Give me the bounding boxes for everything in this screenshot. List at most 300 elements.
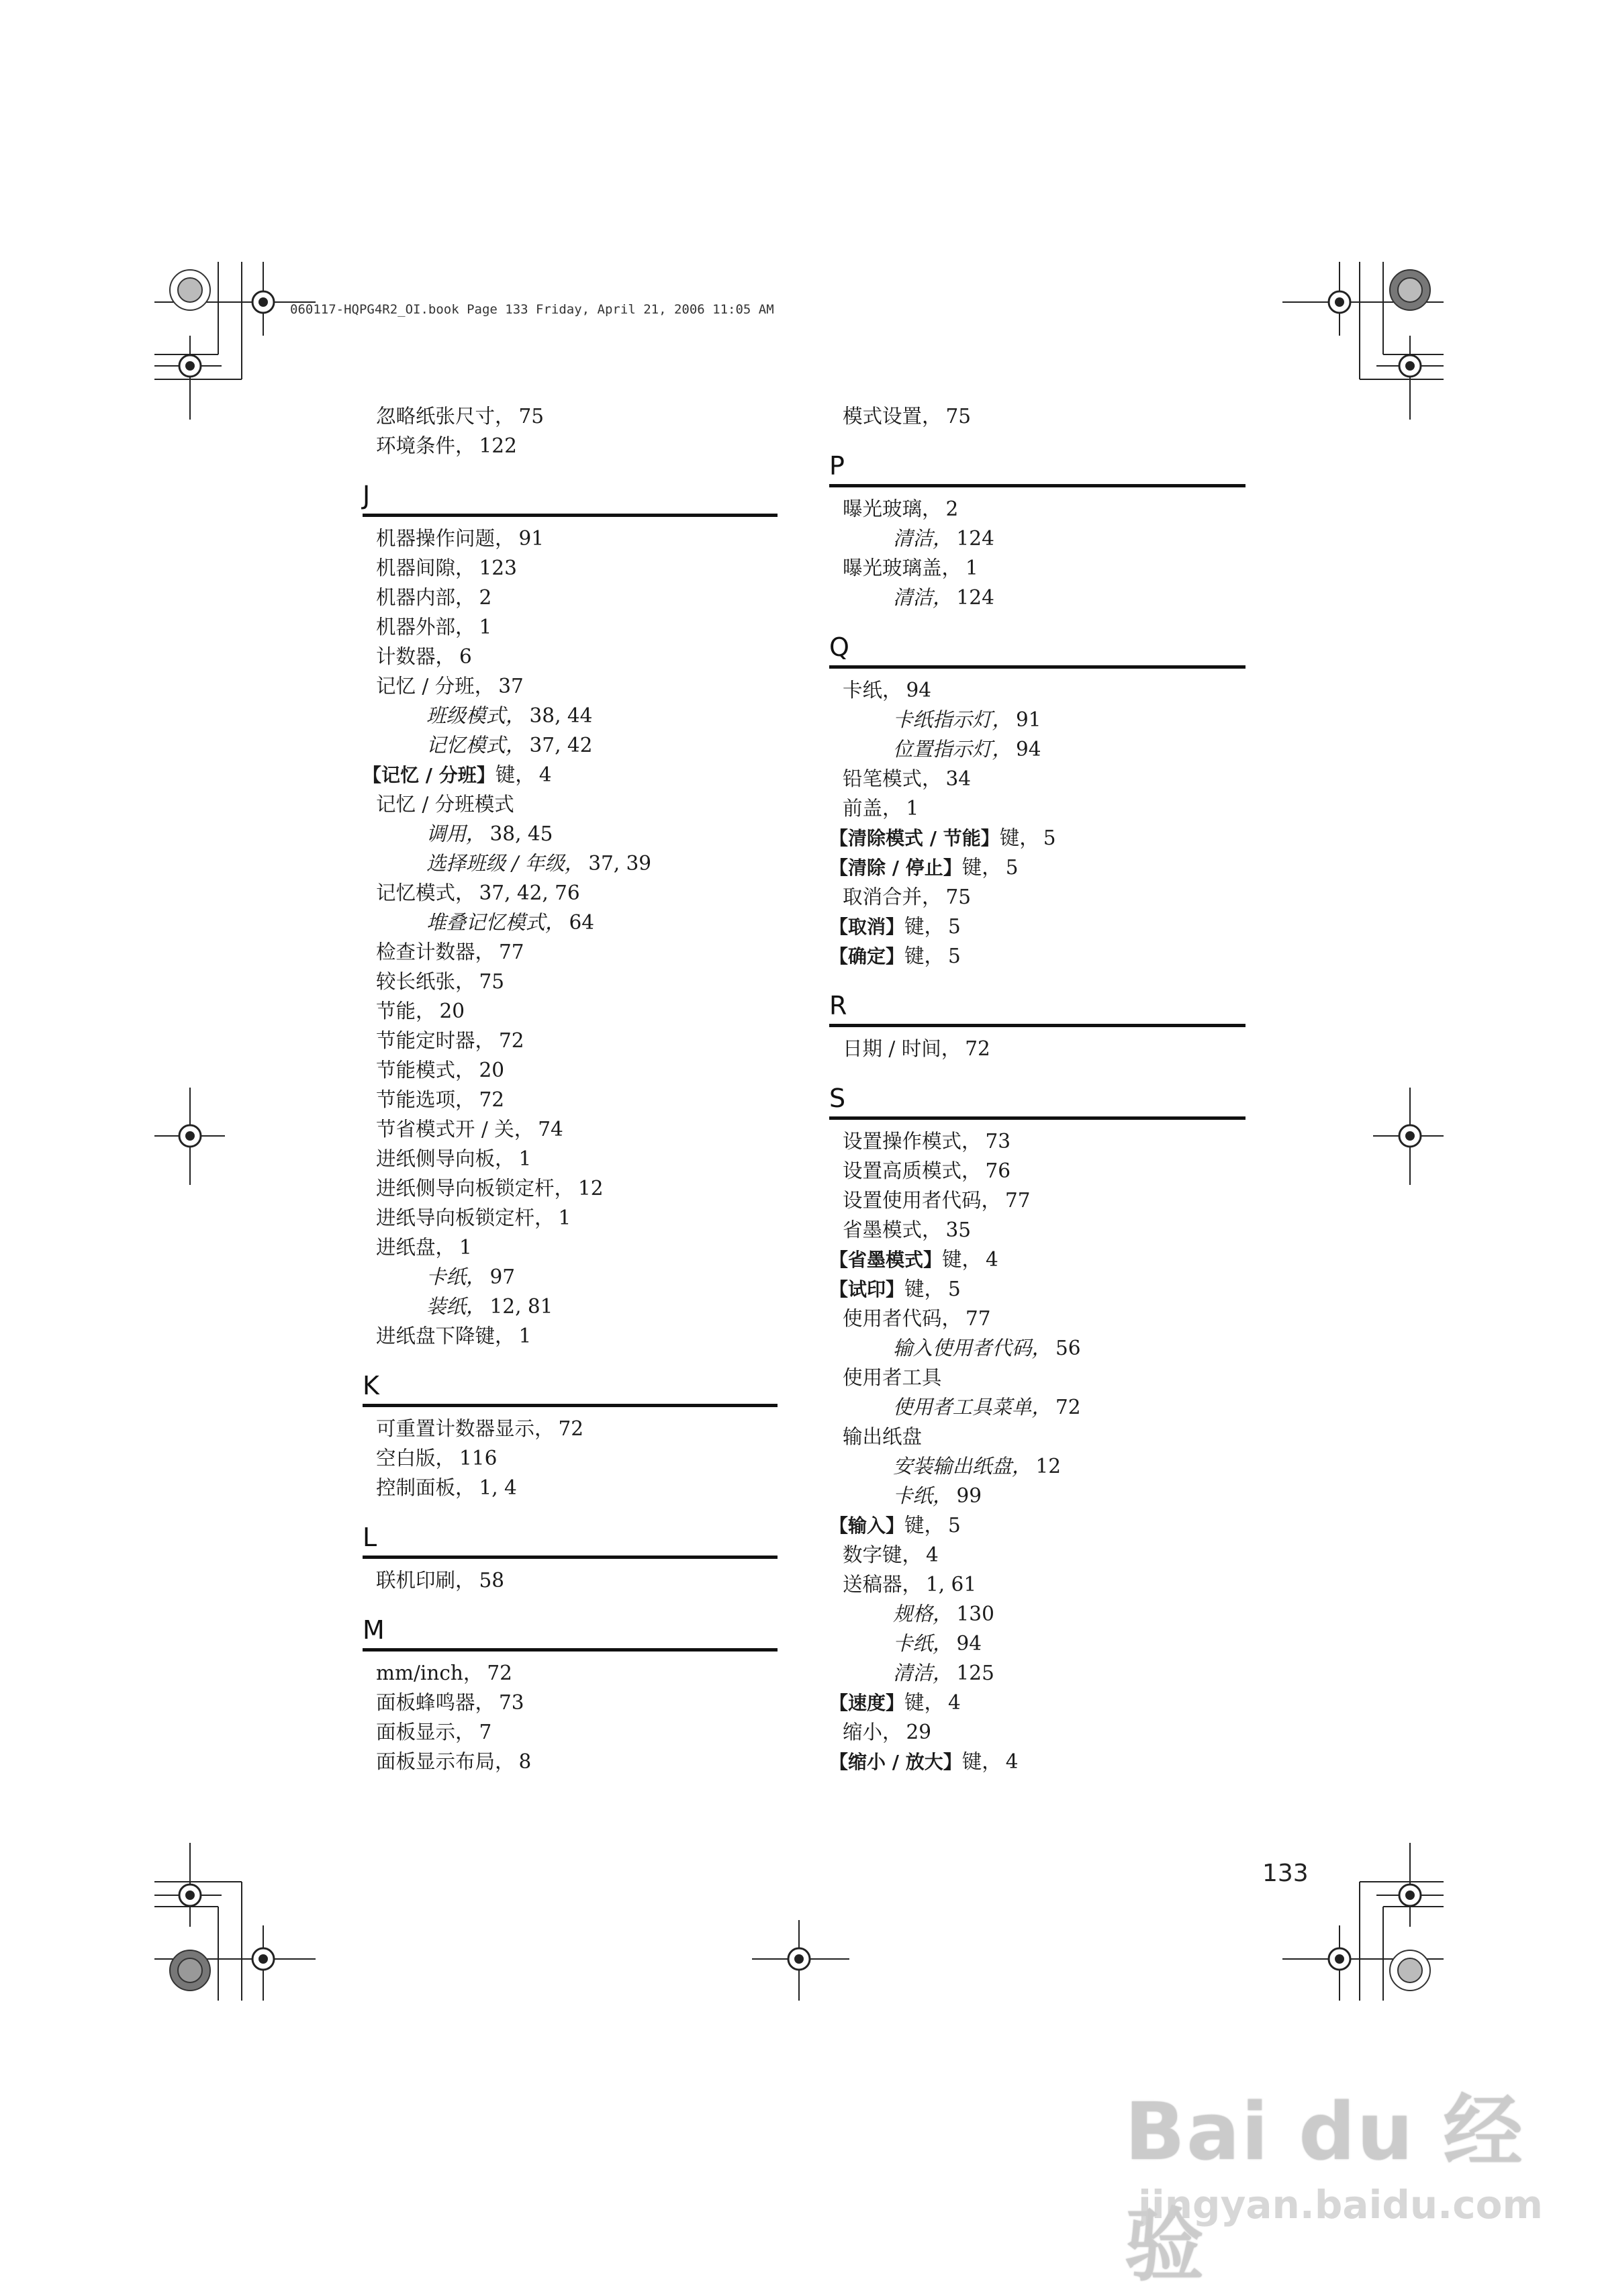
index-entry [829, 1570, 1246, 1599]
index-letter-heading [829, 1063, 1246, 1120]
entry-page-refs: 97 [489, 1265, 516, 1288]
entry-term: 使用者工具菜单 [893, 1396, 1032, 1419]
entry-separator: ， [495, 1147, 515, 1170]
heading-rule [363, 1404, 778, 1407]
index-letter: K [363, 1371, 379, 1400]
entry-term: 机器间隙 [376, 557, 456, 579]
entry-page-refs: 4 [538, 763, 552, 786]
entry-separator: ， [922, 405, 942, 428]
entry-separator: ， [466, 1265, 486, 1288]
index-subentry [829, 1451, 1246, 1481]
index-column-left [363, 401, 778, 1776]
entry-term: 进纸盘下降键 [376, 1325, 496, 1347]
entry-separator: ， [455, 1476, 475, 1499]
entry-page-refs: 4 [948, 1691, 961, 1714]
entry-term: 较长纸张 [376, 970, 456, 993]
entry-separator: ， [941, 1037, 961, 1060]
entry-separator: ， [495, 1750, 515, 1773]
entry-term: 面板蜂鸣器 [376, 1691, 475, 1714]
index-entry [363, 1414, 778, 1443]
index-entry [829, 1186, 1246, 1215]
entry-term: 日期 / 时间 [843, 1037, 941, 1060]
index-letter: L [363, 1523, 377, 1552]
entry-term: 取消合并 [843, 886, 923, 908]
entry-term: 记忆 / 分班 [376, 675, 475, 698]
entry-page-refs: 116 [459, 1447, 498, 1470]
entry-page-refs: 6 [459, 645, 472, 668]
entry-page-refs: 56 [1055, 1337, 1081, 1359]
entry-page-refs: 7 [479, 1721, 492, 1743]
entry-term: 设置使用者代码 [843, 1189, 982, 1212]
entry-page-refs: 37, 42, 76 [479, 881, 580, 904]
entry-term: 机器外部 [376, 616, 456, 638]
index-subentry [363, 1262, 778, 1292]
index-letter: S [829, 1084, 846, 1113]
heading-rule [363, 1556, 778, 1559]
entry-page-refs: 5 [1005, 856, 1019, 879]
index-subentry [363, 701, 778, 730]
entry-term: 省墨模式 [843, 1218, 923, 1241]
entry-page-refs: 123 [479, 557, 517, 579]
watermark-url: jingyan.baidu.com [1138, 2182, 1543, 2228]
entry-page-refs: 4 [926, 1543, 939, 1566]
index-entry [829, 1127, 1246, 1156]
entry-separator: ， [922, 497, 942, 520]
entry-term: 联机印刷 [376, 1569, 456, 1592]
entry-separator: ， [455, 881, 475, 904]
entry-page-refs: 12 [578, 1177, 604, 1200]
index-subentry [829, 705, 1246, 734]
index-entry [363, 967, 778, 996]
entry-term: 缩小 [843, 1721, 883, 1743]
index-key-entry [363, 760, 778, 790]
entry-key-name: 【记忆 / 分班】 [363, 764, 496, 786]
index-entry [829, 764, 1246, 794]
index-entry [363, 1026, 778, 1055]
entry-term: 曝光玻璃 [843, 497, 923, 520]
entry-term: 进纸盘 [376, 1236, 436, 1259]
entry-term: 面板显示 [376, 1721, 456, 1743]
entry-page-refs: 2 [945, 497, 959, 520]
index-letter-heading [363, 1351, 778, 1407]
entry-page-refs: 35 [945, 1218, 972, 1241]
entry-separator: ， [981, 1189, 1002, 1212]
index-entry [829, 794, 1246, 823]
entry-page-refs: 72 [965, 1037, 990, 1060]
index-entry [829, 1540, 1246, 1570]
entry-page-refs: 124 [956, 527, 994, 550]
entry-separator: ， [514, 1118, 534, 1141]
entry-term: 曝光玻璃盖 [843, 557, 942, 579]
index-key-entry [829, 823, 1246, 853]
heading-rule [829, 665, 1246, 669]
index-entry [363, 524, 778, 553]
baidu-jingyan-watermark [1125, 2068, 1561, 2292]
index-entry [363, 642, 778, 671]
index-subentry [829, 1481, 1246, 1511]
entry-term: 记忆模式 [376, 881, 456, 904]
index-entry [829, 1422, 1246, 1451]
index-entry [363, 937, 778, 967]
entry-page-refs: 34 [945, 767, 972, 790]
entry-page-refs: 5 [948, 915, 961, 938]
index-entry [829, 675, 1246, 705]
entry-page-refs: 12, 81 [489, 1295, 553, 1318]
entry-separator: ， [474, 675, 495, 698]
entry-page-refs: 1 [558, 1206, 571, 1229]
entry-separator: ， [466, 822, 486, 845]
index-entry [363, 1688, 778, 1717]
entry-separator: ， [982, 856, 1002, 879]
entry-separator: ， [882, 679, 902, 702]
entry-separator: ， [941, 557, 962, 579]
entry-separator: ， [455, 970, 475, 993]
entry-term: mm/inch [376, 1662, 463, 1684]
entry-page-refs: 2 [479, 586, 492, 609]
entry-page-refs: 77 [1005, 1189, 1031, 1212]
index-entry [363, 612, 778, 642]
entry-page-refs: 5 [948, 945, 961, 967]
entry-separator: ， [992, 738, 1013, 761]
entry-separator: ， [495, 405, 515, 428]
entry-page-refs: 8 [518, 1750, 532, 1773]
entry-page-refs: 94 [956, 1632, 982, 1655]
entry-separator: ， [495, 527, 515, 550]
heading-rule [363, 514, 778, 517]
index-entry [363, 671, 778, 701]
index-subentry [829, 1629, 1246, 1658]
index-key-entry [829, 912, 1246, 941]
watermark-logo: Bai du 经验 [1125, 2085, 1524, 2292]
entry-page-refs: 5 [948, 1278, 961, 1300]
entry-separator: ， [466, 1295, 486, 1318]
entry-term: 清洁 [893, 586, 933, 609]
book-header-info: 060117-HQPG4R2_OI.book Page 133 Friday, April 21, 2006 11:05 AM [290, 302, 774, 317]
index-key-entry [829, 1747, 1246, 1776]
entry-page-refs: 73 [499, 1691, 524, 1714]
index-entry [363, 1717, 778, 1747]
index-entry [363, 1658, 778, 1688]
entry-separator: ， [435, 1236, 456, 1259]
entry-separator: ， [1031, 1396, 1052, 1419]
entry-key-name: 【清除 / 停止】 [829, 857, 962, 879]
entry-page-refs: 12 [1035, 1455, 1062, 1478]
entry-term: 卡纸 [426, 1265, 467, 1288]
entry-term: 控制面板 [376, 1476, 456, 1499]
index-letter: J [363, 481, 371, 510]
index-entry [363, 1233, 778, 1262]
entry-term: 设置操作模式 [843, 1130, 962, 1153]
entry-term: 选择班级 / 年级 [426, 852, 565, 875]
entry-term: 使用者工具 [843, 1366, 942, 1389]
entry-separator: ， [515, 763, 535, 786]
entry-page-refs: 73 [985, 1130, 1011, 1153]
entry-separator: ， [475, 1029, 496, 1052]
entry-separator: ， [902, 1573, 923, 1596]
index-subentry [829, 583, 1246, 612]
index-subentry [363, 730, 778, 760]
entry-separator: ， [924, 1691, 945, 1714]
entry-key-name: 【省墨模式】 [829, 1249, 943, 1271]
index-subentry [363, 908, 778, 937]
entry-separator: ， [992, 708, 1013, 731]
index-entry [829, 1034, 1246, 1063]
index-entry [363, 431, 778, 461]
entry-page-refs: 91 [518, 527, 545, 550]
entry-separator: ， [455, 616, 475, 638]
index-key-entry [829, 1688, 1246, 1717]
entry-term: 检查计数器 [376, 941, 475, 963]
entry-term: 节能 [376, 1000, 416, 1022]
heading-rule [829, 1116, 1246, 1120]
index-entry [363, 996, 778, 1026]
entry-separator: ， [435, 1447, 456, 1470]
entry-term: 清洁 [893, 527, 933, 550]
index-entry [363, 878, 778, 908]
entry-term: 前盖 [843, 797, 883, 820]
entry-page-refs: 37, 42 [529, 734, 593, 757]
index-letter: P [829, 451, 845, 481]
index-entry [363, 1085, 778, 1114]
entry-page-refs: 75 [945, 886, 972, 908]
entry-page-refs: 1, 4 [479, 1476, 517, 1499]
entry-key-suffix: 键 [904, 1278, 925, 1300]
entry-separator: ， [882, 1721, 902, 1743]
entry-key-name: 【速度】 [829, 1692, 905, 1714]
entry-page-refs: 29 [906, 1721, 932, 1743]
index-entry [829, 1363, 1246, 1392]
entry-separator: ， [463, 1662, 483, 1684]
page-number: 133 [1262, 1860, 1309, 1887]
entry-term: 卡纸指示灯 [893, 708, 992, 731]
entry-separator: ， [475, 1691, 496, 1714]
index-entry [363, 1203, 778, 1233]
entry-separator: ， [455, 1059, 475, 1082]
entry-separator: ， [933, 586, 953, 609]
index-entry [363, 790, 778, 819]
entry-key-name: 【缩小 / 放大】 [829, 1751, 962, 1773]
entry-separator: ， [416, 1000, 436, 1022]
entry-separator: ， [1012, 1455, 1032, 1478]
entry-separator: ， [455, 1569, 475, 1592]
index-key-entry [829, 1511, 1246, 1540]
index-subentry [829, 1392, 1246, 1422]
index-entry [363, 1055, 778, 1085]
entry-term: 环境条件 [376, 434, 456, 457]
entry-key-suffix: 键 [904, 1514, 925, 1537]
heading-rule [829, 484, 1246, 487]
index-entry [829, 1215, 1246, 1245]
entry-key-name: 【清除模式 / 节能】 [829, 827, 1000, 849]
entry-page-refs: 20 [479, 1059, 505, 1082]
index-subentry [829, 734, 1246, 764]
entry-separator: ， [564, 852, 585, 875]
entry-page-refs: 37 [498, 675, 524, 698]
entry-key-suffix: 键 [904, 915, 925, 938]
entry-term: 卡纸 [893, 1484, 933, 1507]
entry-term: 机器操作问题 [376, 527, 496, 550]
entry-page-refs: 72 [499, 1029, 524, 1052]
entry-term: 堆叠记忆模式 [426, 911, 546, 934]
entry-page-refs: 91 [1016, 708, 1041, 731]
index-entry [363, 1144, 778, 1174]
index-key-entry [829, 1274, 1246, 1304]
entry-key-suffix: 键 [942, 1248, 962, 1271]
entry-term: 空白版 [376, 1447, 436, 1470]
index-letter-heading [829, 971, 1246, 1027]
index-letter-heading [363, 461, 778, 517]
entry-page-refs: 64 [569, 911, 595, 934]
entry-term: 卡纸 [843, 679, 883, 702]
entry-term: 设置高质模式 [843, 1159, 962, 1182]
index-letter-heading [829, 431, 1246, 487]
index-entry [829, 494, 1246, 524]
entry-separator: ， [933, 1662, 953, 1684]
entry-page-refs: 5 [948, 1514, 961, 1537]
entry-separator: ， [924, 1278, 945, 1300]
entry-separator: ， [1019, 826, 1039, 849]
index-entry [363, 1174, 778, 1203]
index-subentry [363, 849, 778, 878]
entry-page-refs: 72 [558, 1417, 584, 1440]
entry-term: 面板显示布局 [376, 1750, 496, 1773]
entry-page-refs: 75 [945, 405, 972, 428]
entry-term: 节能模式 [376, 1059, 456, 1082]
index-entry [829, 1304, 1246, 1333]
entry-page-refs: 58 [479, 1569, 505, 1592]
index-letter-heading [363, 1502, 778, 1559]
entry-term: 计数器 [376, 645, 436, 668]
entry-separator: ， [506, 734, 526, 757]
index-subentry [829, 1658, 1246, 1688]
entry-term: 记忆模式 [426, 734, 506, 757]
entry-separator: ， [455, 1088, 475, 1111]
entry-separator: ， [924, 1514, 945, 1537]
index-entry [363, 401, 778, 431]
entry-separator: ， [982, 1750, 1002, 1773]
entry-term: 机器内部 [376, 586, 456, 609]
entry-separator: ， [924, 945, 945, 967]
entry-term: 输出纸盘 [843, 1425, 923, 1448]
entry-key-name: 【确定】 [829, 945, 905, 967]
entry-page-refs: 1 [518, 1147, 532, 1170]
index-letter: M [363, 1615, 385, 1645]
entry-term: 清洁 [893, 1662, 933, 1684]
entry-page-refs: 1 [479, 616, 492, 638]
entry-page-refs: 130 [956, 1603, 994, 1625]
index-entry [363, 1321, 778, 1351]
entry-separator: ， [924, 915, 945, 938]
index-subentry [829, 1599, 1246, 1629]
entry-term: 送稿器 [843, 1573, 902, 1596]
index-entry [363, 1443, 778, 1473]
entry-page-refs: 72 [487, 1662, 512, 1684]
entry-key-suffix: 键 [904, 1691, 925, 1714]
entry-separator: ， [554, 1177, 575, 1200]
entry-separator: ， [435, 645, 456, 668]
entry-separator: ， [534, 1206, 555, 1229]
heading-rule [363, 1648, 778, 1652]
entry-separator: ， [922, 1218, 942, 1241]
entry-separator: ， [941, 1307, 962, 1330]
entry-page-refs: 75 [518, 405, 545, 428]
entry-page-refs: 99 [956, 1484, 982, 1507]
entry-page-refs: 72 [1055, 1396, 1081, 1419]
index-entry [363, 1114, 778, 1144]
entry-key-suffix: 键 [999, 826, 1020, 849]
index-letter: Q [829, 632, 849, 662]
index-entry [829, 553, 1246, 583]
entry-term: 忽略纸张尺寸 [376, 405, 496, 428]
entry-term: 进纸侧导向板锁定杆 [376, 1177, 555, 1200]
entry-term: 铅笔模式 [843, 767, 923, 790]
entry-key-suffix: 键 [961, 1750, 982, 1773]
entry-page-refs: 75 [479, 970, 505, 993]
entry-page-refs: 4 [1005, 1750, 1019, 1773]
entry-term: 使用者代码 [843, 1307, 942, 1330]
entry-page-refs: 37, 39 [588, 852, 652, 875]
entry-separator: ， [545, 911, 565, 934]
index-key-entry [829, 1245, 1246, 1274]
entry-separator: ， [475, 941, 496, 963]
entry-term: 安装输出纸盘 [893, 1455, 1013, 1478]
entry-separator: ， [922, 767, 942, 790]
entry-term: 进纸导向板锁定杆 [376, 1206, 535, 1229]
entry-term: 记忆 / 分班模式 [376, 793, 514, 816]
entry-page-refs: 77 [499, 941, 524, 963]
entry-page-refs: 122 [479, 434, 517, 457]
entry-separator: ， [455, 557, 475, 579]
entry-key-name: 【输入】 [829, 1515, 905, 1537]
entry-page-refs: 94 [1016, 738, 1041, 761]
index-letter: R [829, 991, 847, 1020]
index-subentry [829, 524, 1246, 553]
entry-page-refs: 1 [459, 1236, 472, 1259]
index-key-entry [829, 853, 1246, 882]
entry-term: 节省模式开 / 关 [376, 1118, 514, 1141]
index-entry [363, 553, 778, 583]
index-entry [363, 1473, 778, 1502]
entry-term: 班级模式 [426, 704, 506, 727]
index-subentry [363, 1292, 778, 1321]
entry-separator: ， [455, 586, 475, 609]
entry-term: 进纸侧导向板 [376, 1147, 496, 1170]
entry-page-refs: 94 [906, 679, 932, 702]
entry-separator: ， [961, 1159, 982, 1182]
entry-separator: ， [495, 1325, 515, 1347]
entry-page-refs: 74 [538, 1118, 563, 1141]
entry-separator: ， [455, 1721, 475, 1743]
entry-page-refs: 38, 45 [489, 822, 553, 845]
entry-separator: ， [961, 1130, 982, 1153]
index-entry [829, 401, 1246, 431]
entry-page-refs: 1 [518, 1325, 532, 1347]
entry-term: 模式设置 [843, 405, 923, 428]
entry-term: 调用 [426, 822, 467, 845]
index-subentry [363, 819, 778, 849]
index-key-entry [829, 941, 1246, 971]
index-subentry [829, 1333, 1246, 1363]
entry-separator: ， [455, 434, 475, 457]
index-entry [363, 1566, 778, 1595]
entry-separator: ， [933, 1603, 953, 1625]
entry-term: 数字键 [843, 1543, 902, 1566]
index-entry [829, 882, 1246, 912]
entry-term: 输入使用者代码 [893, 1337, 1032, 1359]
entry-page-refs: 5 [1043, 826, 1056, 849]
entry-separator: ， [933, 1484, 953, 1507]
entry-separator: ， [506, 704, 526, 727]
